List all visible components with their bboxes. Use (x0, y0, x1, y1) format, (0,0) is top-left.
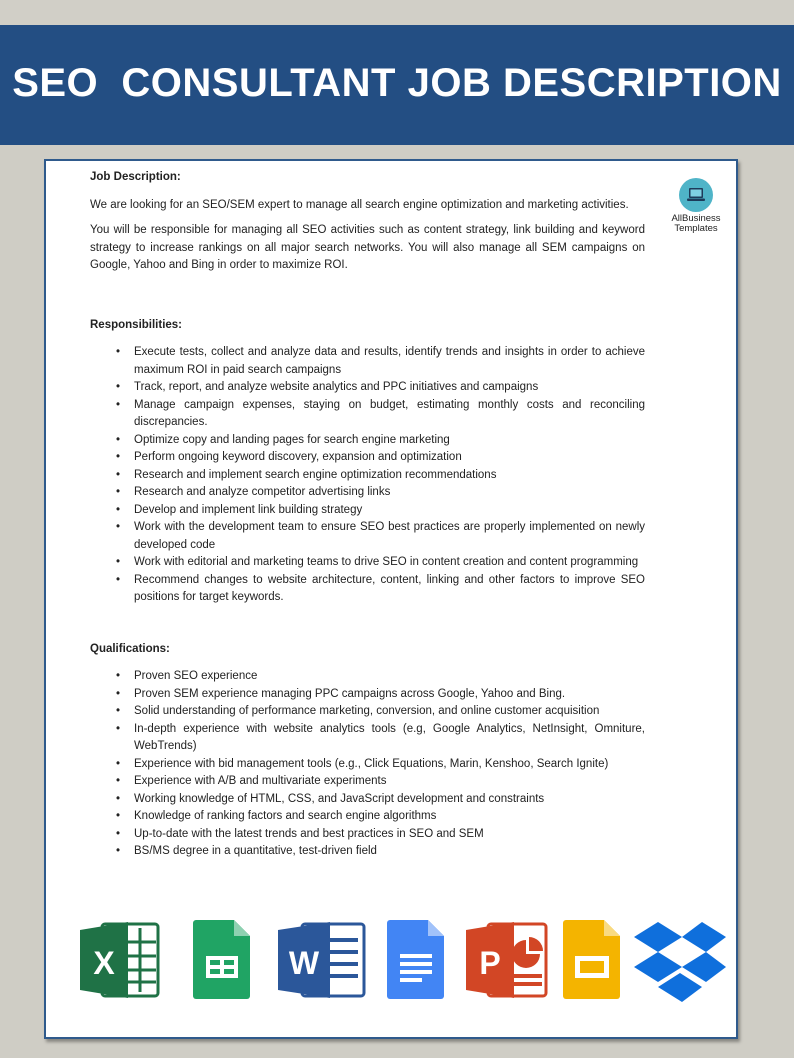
logo-line-1: AllBusiness (671, 213, 721, 224)
app-icons-row (76, 918, 716, 1008)
list-item: • Up-to-date with the latest trends and best practices in SEO and SEM (134, 826, 645, 844)
list-item: • Proven SEO experience (134, 668, 645, 686)
list-item: • Working knowledge of HTML, CSS, and JavaScript development and constraints (134, 791, 645, 809)
logo-line-2: Templates (674, 223, 718, 234)
list-item: • Work with the development team to ensure SEO best practices are properly implemented on newly developed code (134, 519, 645, 554)
laptop-icon (679, 178, 713, 212)
list-item: • Proven SEM experience managing PPC campaigns across Google, Yahoo and Bing. (134, 686, 645, 704)
powerpoint-icon[interactable] (464, 918, 550, 1002)
list-item: • Manage campaign expenses, staying on budget, estimating monthly costs and reconciling discrepancies. (134, 397, 645, 432)
list-item: • Optimize copy and landing pages for search engine marketing (134, 432, 645, 450)
list-item: • Develop and implement link building strategy (134, 502, 645, 520)
list-item: • Track, report, and analyze website analytics and PPC initiatives and campaigns (134, 379, 645, 397)
job-paragraph: You will be responsible for managing all SEO activities such as content strategy, link building and keyword strategy to increase rankings on all major search networks. You will also manage all SEM campaigns on Google, Yahoo and Bing in order to maximize ROI. (90, 224, 645, 271)
list-item: • Experience with A/B and multivariate experiments (134, 773, 645, 791)
job-description-heading: Job Description: (90, 171, 181, 183)
word-icon[interactable] (276, 918, 368, 1002)
document-content (90, 169, 645, 861)
list-item: • Recommend changes to website architecture, content, linking and other factors to improve SEO positions for target keywords. (134, 572, 645, 607)
qualifications-heading: Qualifications: (90, 642, 170, 655)
list-item: • Research and implement search engine optimization recommendations (134, 467, 645, 485)
list-item: • In-depth experience with website analytics tools (e.g, Google Analytics, NetInsight, Omniture, WebTrends) (134, 721, 645, 756)
list-item: • Work with editorial and marketing teams to drive SEO in content creation and content programming (134, 554, 645, 572)
list-item: • Knowledge of ranking factors and search engine algorithms (134, 808, 645, 826)
title-banner (0, 25, 794, 145)
list-item: • Perform ongoing keyword discovery, expansion and optimization (134, 449, 645, 467)
page-title: SEO CONSULTANT JOB DESCRIPTION (12, 61, 782, 105)
allbusiness-logo[interactable] (666, 178, 726, 234)
google-sheets-icon[interactable] (192, 918, 252, 1000)
list-item: • BS/MS degree in a quantitative, test-driven field (134, 843, 645, 861)
list-item: • Execute tests, collect and analyze data and results, identify trends and insights in order to achieve maximum ROI in paid search campaigns (134, 344, 645, 379)
google-docs-icon[interactable] (386, 918, 446, 1000)
svg-text:W: W (288, 945, 320, 981)
top-strip (0, 0, 794, 25)
google-slides-icon[interactable] (562, 918, 622, 1000)
responsibilities-heading: Responsibilities: (90, 318, 183, 331)
svg-text:X: X (93, 945, 115, 981)
list-item: • Experience with bid management tools (e.g., Click Equations, Marin, Kenshoo, Search Ignite) (134, 756, 645, 774)
list-item: • Solid understanding of performance marketing, conversion, and online customer acquisition (134, 703, 645, 721)
list-item: • Research and analyze competitor advertising links (134, 484, 645, 502)
responsibilities-list (90, 344, 645, 607)
excel-icon[interactable] (78, 918, 162, 1002)
document-page (44, 159, 738, 1039)
qualifications-list (90, 668, 645, 861)
job-paragraph: We are looking for an SEO/SEM expert to manage all search engine optimization and marketing activities. (90, 198, 629, 211)
dropbox-icon[interactable] (632, 918, 728, 1006)
svg-text:P: P (479, 945, 501, 981)
